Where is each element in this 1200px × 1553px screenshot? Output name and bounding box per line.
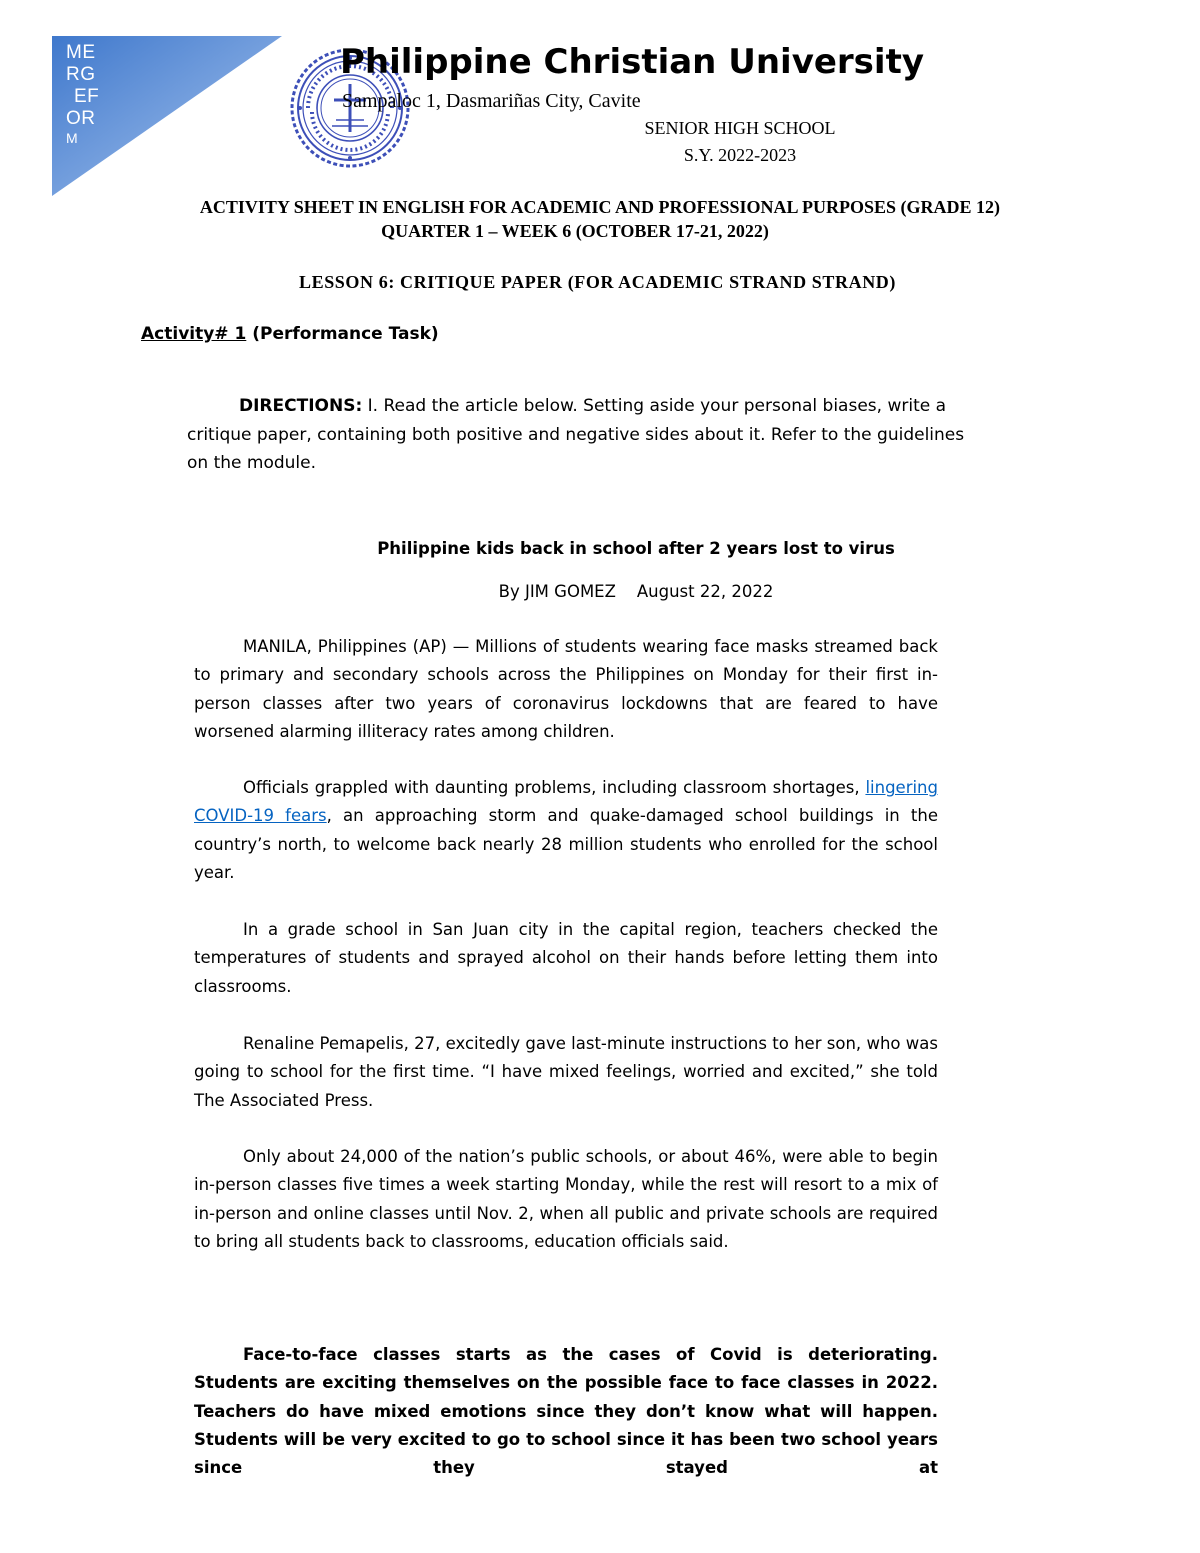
activity-label: Activity# 1 (141, 324, 247, 344)
article-paragraph-3 (194, 916, 938, 1001)
activity-heading (141, 322, 439, 346)
mergeformat-text (66, 42, 126, 146)
article-byline: By JIM GOMEZ August 22, 2022 (498, 582, 774, 601)
activity-sheet-title: ACTIVITY SHEET IN ENGLISH FOR ACADEMIC AND PROFESSIONAL PURPOSES (GRADE 12) (199, 197, 1001, 217)
article-paragraph-2 (194, 774, 938, 887)
directions-text: I. Read the article below. Setting aside your personal biases, write a critique paper, containing both positive and negative sides about it. Refer to the guidelines on the module. (187, 396, 965, 473)
directions-label: DIRECTIONS: (239, 396, 363, 416)
article-title: Philippine kids back in school after 2 years lost to virus (377, 539, 895, 558)
article-paragraph-5 (194, 1143, 938, 1256)
paragraph-text: MANILA, Philippines (AP) — Millions of students wearing face masks streamed back to primary and secondary schools across the Philippines on Monday for their first in-person classes after two years of coronavirus lockdowns that are feared to have worsened alarming illiteracy rates among children. (194, 637, 938, 741)
answer-text: Face-to-face classes starts as the cases of Covid is deteriorating. Students are exciting themselves on the possible face to face classes in 2022. Teachers do have mixed emotions since they don’t know what will happen. Students will be very excited to go to school since it has been two school years since they stayed at (194, 1345, 938, 1478)
school-year: S.Y. 2022-2023 (683, 145, 797, 165)
merge-line: ME (66, 42, 96, 63)
paragraph-text: Officials grappled with daunting problems, including classroom shortages, (243, 778, 866, 797)
directions-block (187, 392, 967, 478)
merge-line: M (66, 130, 79, 146)
activity-note: (Performance Task) (246, 324, 439, 344)
merge-line: OR (66, 108, 96, 129)
paragraph-text: Only about 24,000 of the nation’s public schools, or about 46%, were able to begin in-person classes five times a week starting Monday, while the rest will resort to a mix of in-person and online classes until Nov. 2, when all public and private schools are required to bring all students back to classrooms, education officials said. (194, 1147, 938, 1251)
university-address: Sampaloc 1, Dasmariñas City, Cavite (342, 90, 641, 112)
school-level: SENIOR HIGH SCHOOL (644, 118, 836, 138)
merge-line: RG (66, 64, 96, 85)
student-answer (194, 1341, 938, 1482)
covid-fears-link[interactable]: lingering COVID-19 fears (194, 778, 938, 826)
university-name: Philippine Christian University (340, 42, 924, 82)
paragraph-text: , an approaching storm and quake-damaged school buildings in the country’s north, to welcome back nearly 28 million students who enrolled for the school year. (194, 806, 938, 882)
paragraph-text: Renaline Pemapelis, 27, excitedly gave last-minute instructions to her son, who was going to school for the first time. “I have mixed feelings, worried and excited,” she told The Associated Press. (194, 1034, 938, 1110)
paragraph-text: In a grade school in San Juan city in the capital region, teachers checked the temperatures of students and sprayed alcohol on their hands before letting them into classrooms. (194, 920, 938, 996)
lesson-title: LESSON 6: CRITIQUE PAPER (FOR ACADEMIC STRAND STRAND) (298, 272, 896, 292)
merge-line: EF (74, 86, 100, 107)
article-paragraph-1 (194, 633, 938, 746)
article-paragraph-4 (194, 1030, 938, 1115)
activity-sheet-subtitle: QUARTER 1 – WEEK 6 (OCTOBER 17-21, 2022) (381, 221, 769, 241)
